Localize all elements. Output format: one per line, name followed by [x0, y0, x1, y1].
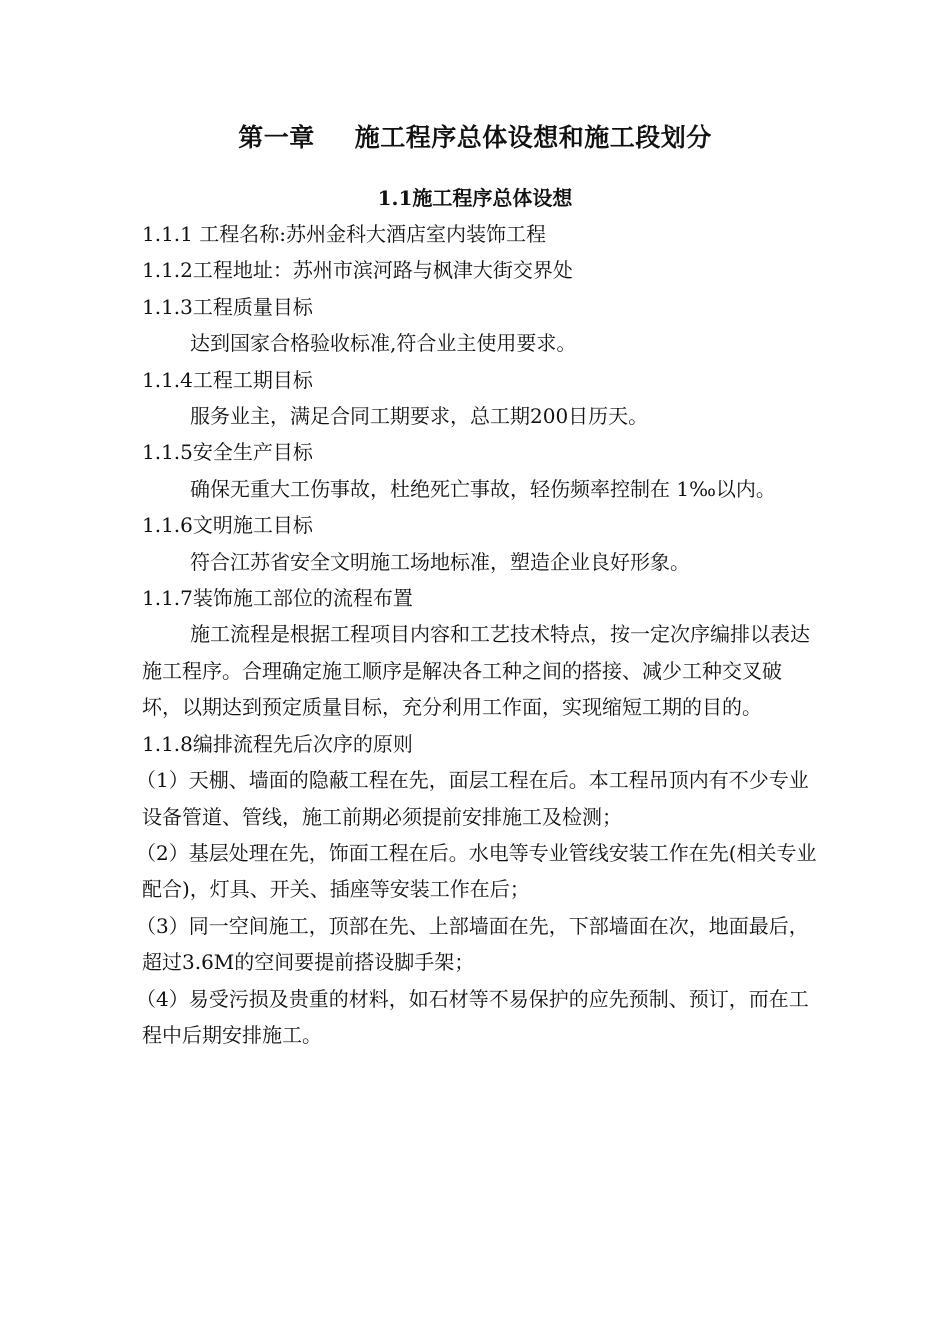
item-project-name: 1.1.1 工程名称:苏州金科大酒店室内装饰工程 — [142, 222, 546, 246]
heading-quality-goal: 1.1.3工程质量目标 — [142, 294, 313, 319]
text-civilized-goal: 符合江苏省安全文明施工场地标准，塑造企业良好形象。 — [190, 549, 690, 574]
principle-item-4: （4）易受污损及贵重的材料，如石材等不易保护的应先预制、预订，而在工程中后期安排施工。 — [136, 986, 809, 1047]
chapter-number: 第一章 — [238, 123, 315, 152]
text-safety-goal: 确保无重大工伤事故，杜绝死亡事故，轻伤频率控制在 1‰以内。 — [190, 476, 776, 501]
principle-item-2: （2）基层处理在先，饰面工程在后。水电等专业管线安装工作在先(相关专业配合)，灯具、开关、插座等安装工作在后； — [136, 840, 817, 902]
text-process-layout: 施工流程是根据工程项目内容和工艺技术特点，按一定次序编排以表达施工程序。合理确定施工顺序是解决各工种之间的搭接、减少工种交叉破坏，以期达到预定质量目标，充分利用工作面，实现缩短工期的目的。 — [142, 622, 810, 720]
principle-item-3: （3）同一空间施工，顶部在先、上部墙面在先，下部墙面在次，地面最后，超过3.6M的空间要提前搭设脚手架； — [136, 913, 809, 975]
text-schedule-goal: 服务业主，满足合同工期要求，总工期200日历天。 — [190, 404, 649, 429]
text-quality-goal: 达到国家合格验收标准,符合业主使用要求。 — [190, 331, 577, 356]
principle-item-1: （1）天棚、墙面的隐蔽工程在先，面层工程在后。本工程吊顶内有不少专业设备管道、管线，施工前期必须提前安排施工及检测； — [136, 768, 809, 829]
chapter-title — [0, 118, 950, 158]
heading-safety-goal: 1.1.5安全生产目标 — [142, 440, 313, 465]
item-project-address: 1.1.2工程地址：苏州市滨河路与枫津大街交界处 — [142, 258, 573, 283]
heading-process-layout: 1.1.7装饰施工部位的流程布置 — [142, 586, 413, 611]
heading-schedule-goal: 1.1.4工程工期目标 — [142, 367, 313, 392]
document-body — [136, 216, 818, 1053]
section-title: 1.1施工程序总体设想 — [377, 186, 573, 210]
heading-civilized-goal: 1.1.6文明施工目标 — [142, 513, 313, 538]
heading-sequence-principles: 1.1.8编排流程先后次序的原则 — [142, 731, 413, 756]
chapter-heading: 施工程序总体设想和施工段划分 — [354, 123, 712, 152]
